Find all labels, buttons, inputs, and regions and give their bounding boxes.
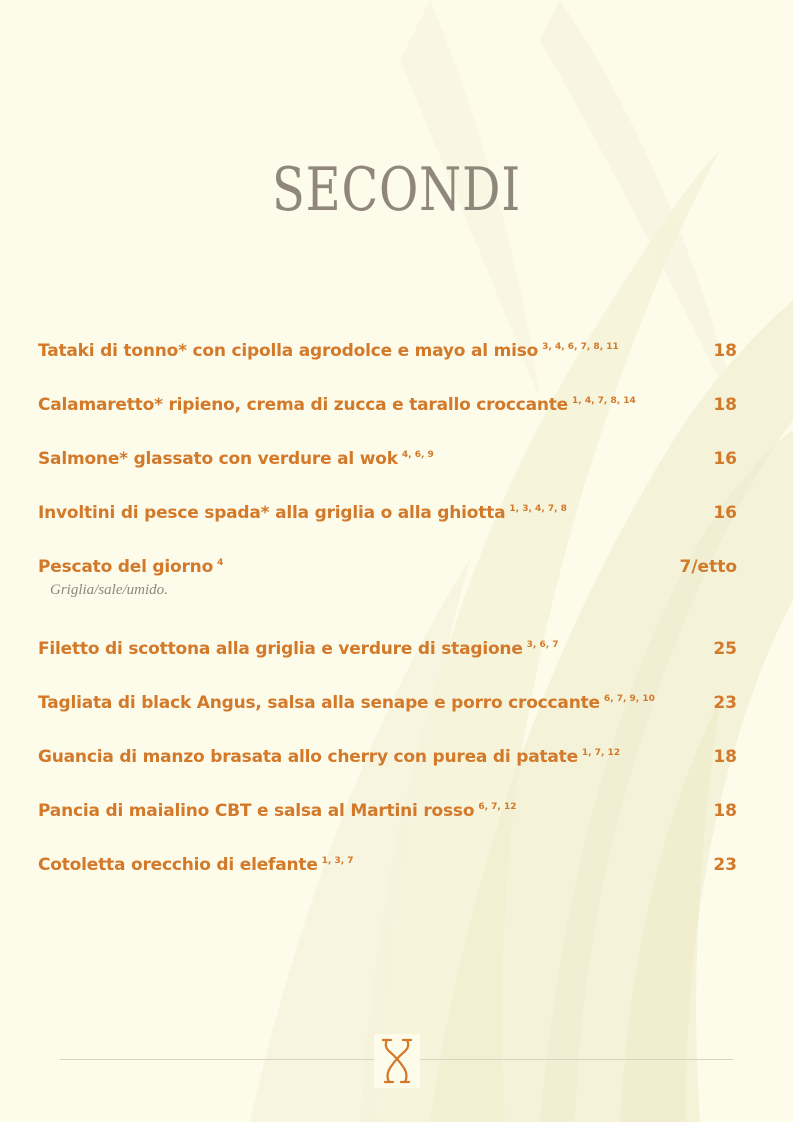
menu-item-price: 23 <box>713 855 737 875</box>
allergen-codes: 1, 7, 12 <box>581 748 621 758</box>
menu-item <box>38 440 737 494</box>
menu-item-name: Cotoletta orecchio di elefante $^{1, 3, 7}$ <box>38 855 354 875</box>
menu-item-price: 18 <box>713 747 737 767</box>
allergen-codes: 1, 4, 7, 8, 14 <box>572 396 636 406</box>
menu-item <box>38 738 737 792</box>
menu-item-price: 16 <box>713 503 737 523</box>
menu-item-name: Pancia di maialino CBT e salsa al Martini rosso $^{6, 7, 12}$ <box>38 801 517 821</box>
menu-item <box>38 684 737 738</box>
allergen-codes: 4 <box>217 558 224 568</box>
menu-item-name: Calamaretto* ripieno, crema di zucca e tarallo croccante $^{1, 4, 7, 8, 14}$ <box>38 395 636 415</box>
menu-item-price: 16 <box>713 449 737 469</box>
menu-item-name: Involtini di pesce spada* alla griglia o alla ghiotta $^{1, 3, 4, 7, 8}$ <box>38 503 567 523</box>
page-title: SECONDI <box>271 155 522 225</box>
menu-item-price: 18 <box>713 341 737 361</box>
menu-item-price: 18 <box>713 801 737 821</box>
menu-item-name: Guancia di manzo brasata allo cherry con purea di patate $^{1, 7, 12}$ <box>38 747 621 767</box>
menu-item-name: Pescato del giorno $^4$ <box>38 557 224 577</box>
menu-item <box>38 494 737 548</box>
allergen-codes: 1, 3, 4, 7, 8 <box>509 504 567 514</box>
allergen-codes: 3, 6, 7 <box>526 640 559 650</box>
monogram-x-icon <box>374 1034 420 1088</box>
allergen-codes: 4, 6, 9 <box>401 450 434 460</box>
menu-list <box>38 332 737 900</box>
menu-item <box>38 386 737 440</box>
menu-item-price: 7/etto <box>679 557 737 577</box>
menu-item-name: Tagliata di black Angus, salsa alla senape e porro croccante $^{6, 7, 9, 10}$ <box>38 693 655 713</box>
menu-item-name: Salmone* glassato con verdure al wok $^{4, 6, 9}$ <box>38 449 434 469</box>
menu-item <box>38 332 737 386</box>
menu-item-price: 23 <box>713 693 737 713</box>
menu-item <box>38 846 737 900</box>
allergen-codes: 6, 7, 9, 10 <box>603 694 655 704</box>
menu-item-price: 18 <box>713 395 737 415</box>
allergen-codes: 3, 4, 6, 7, 8, 11 <box>542 342 619 352</box>
menu-item-name: Filetto di scottona alla griglia e verdure di stagione $^{3, 6, 7}$ <box>38 639 559 659</box>
menu-item-name: Tataki di tonno* con cipolla agrodolce e mayo al miso $^{3, 4, 6, 7, 8, 11}$ <box>38 341 619 361</box>
menu-item <box>38 548 737 630</box>
menu-item <box>38 630 737 684</box>
menu-item-description: Griglia/sale/umido. <box>50 582 168 598</box>
menu-item <box>38 792 737 846</box>
allergen-codes: 6, 7, 12 <box>478 802 517 812</box>
menu-item-price: 25 <box>713 639 737 659</box>
allergen-codes: 1, 3, 7 <box>321 856 354 866</box>
